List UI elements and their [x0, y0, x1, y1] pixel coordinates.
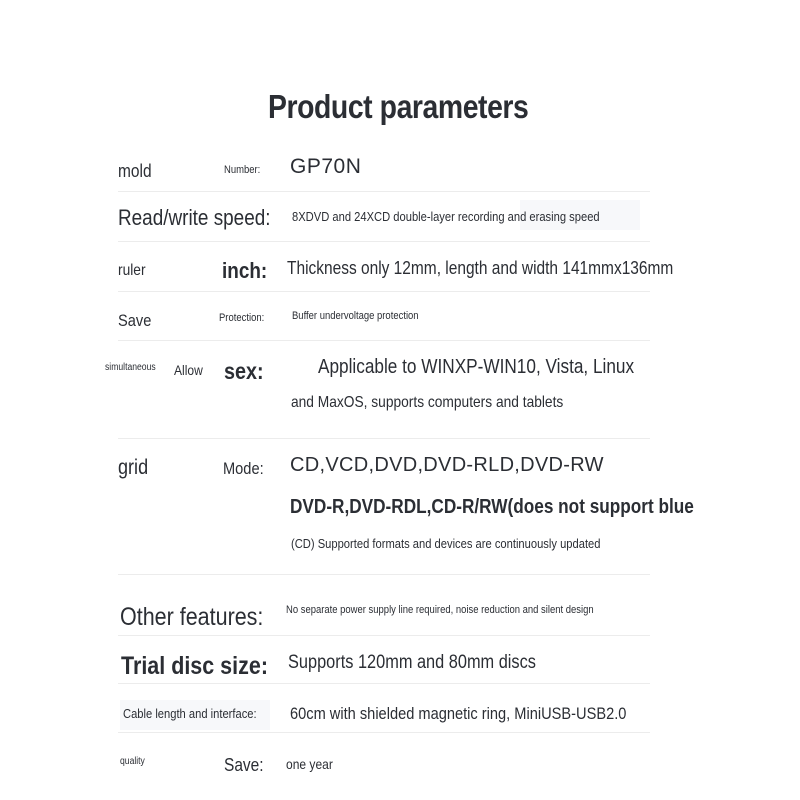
compat-value-2: and MaxOS, supports computers and tablets	[291, 394, 564, 411]
row-divider	[118, 732, 650, 733]
size-label-a: ruler	[118, 262, 146, 279]
row-divider	[118, 574, 650, 575]
model-value: GP70N	[290, 155, 362, 178]
row-divider	[118, 683, 650, 684]
speed-value: 8XDVD and 24XCD double-layer recording and erasing speed	[292, 209, 600, 224]
warranty-label-a: quality	[120, 756, 145, 767]
disc-value: Supports 120mm and 80mm discs	[288, 652, 536, 673]
row-divider	[118, 438, 650, 439]
format-label-a: grid	[118, 456, 149, 479]
protection-label-a: Save	[118, 311, 152, 330]
format-value-1: CD,VCD,DVD,DVD-RLD,DVD-RW	[290, 454, 604, 476]
page-title: Product parameters	[268, 88, 529, 125]
size-label-b: inch:	[222, 258, 268, 283]
row-divider	[118, 340, 650, 341]
row-divider	[118, 635, 650, 636]
protection-value: Buffer undervoltage protection	[292, 310, 419, 322]
compat-label-c: sex:	[224, 358, 264, 384]
model-label-b: Number:	[224, 164, 261, 176]
features-value: No separate power supply line required, noise reduction and silent design	[286, 604, 594, 616]
cable-label: Cable length and interface:	[123, 706, 257, 721]
protection-label-b: Protection:	[219, 312, 265, 324]
warranty-value: one year	[286, 756, 333, 772]
row-divider	[118, 191, 650, 192]
features-label: Other features:	[120, 603, 264, 631]
compat-label-b: Allow	[174, 362, 203, 378]
warranty-label-b: Save:	[224, 755, 264, 775]
row-divider	[118, 291, 650, 292]
compat-label-a: simultaneous	[105, 362, 156, 373]
cable-value: 60cm with shielded magnetic ring, MiniUSB-USB2.0	[290, 704, 627, 723]
format-value-2: DVD-R,DVD-RDL,CD-R/RW(does not support blue	[290, 496, 694, 518]
row-divider	[118, 241, 650, 242]
model-label-a: mold	[118, 161, 152, 181]
speed-label: Read/write speed:	[118, 205, 271, 230]
format-label-b: Mode:	[223, 459, 264, 478]
disc-label: Trial disc size:	[121, 652, 268, 680]
size-value: Thickness only 12mm, length and width 141mmx136mm	[287, 258, 674, 278]
compat-value-1: Applicable to WINXP-WIN10, Vista, Linux	[318, 356, 635, 378]
format-value-3: (CD) Supported formats and devices are continuously updated	[291, 536, 601, 551]
